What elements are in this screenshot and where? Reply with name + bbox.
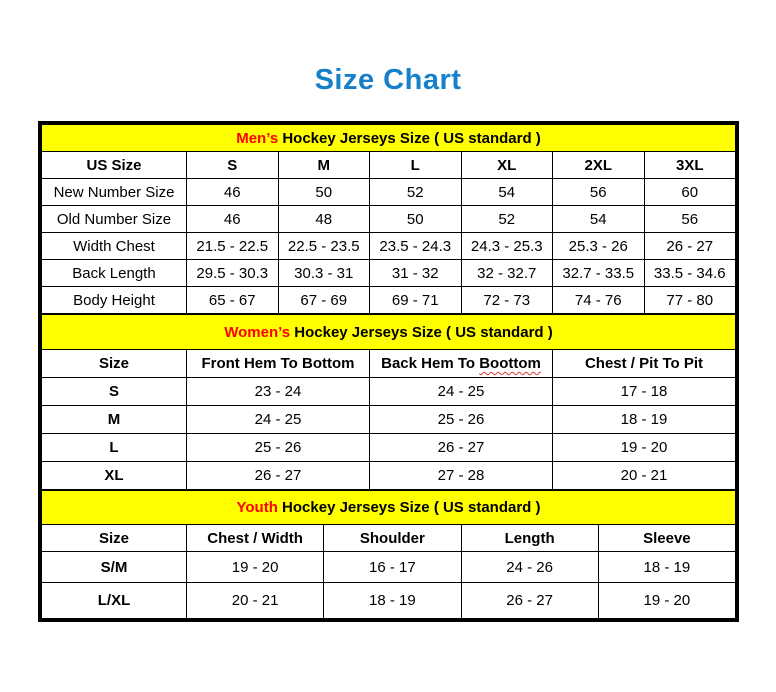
cell-value: 29.5 - 30.3 [187, 260, 279, 287]
table-row [42, 287, 736, 314]
cell-value: 50 [278, 179, 370, 206]
cell-value: 23.5 - 24.3 [370, 233, 462, 260]
cell-value: 27 - 28 [370, 462, 553, 490]
row-label: XL [42, 462, 187, 490]
col-header: US Size [42, 152, 187, 179]
cell-value: 18 - 19 [553, 406, 736, 434]
table-row [42, 583, 736, 619]
cell-value: 26 - 27 [187, 462, 370, 490]
row-label: Old Number Size [42, 206, 187, 233]
row-label: L/XL [42, 583, 187, 619]
table-row [42, 233, 736, 260]
cell-value: 32.7 - 33.5 [553, 260, 645, 287]
row-label: Width Chest [42, 233, 187, 260]
cell-value: 52 [370, 179, 462, 206]
cell-value: 24 - 25 [187, 406, 370, 434]
cell-value: 26 - 27 [644, 233, 736, 260]
col-header: 3XL [644, 152, 736, 179]
youth-band-row [42, 491, 736, 525]
cell-value: 69 - 71 [370, 287, 462, 314]
cell-value: 52 [461, 206, 553, 233]
cell-value: 22.5 - 23.5 [278, 233, 370, 260]
youth-band-text: Hockey Jerseys Size ( US standard ) [277, 499, 541, 516]
cell-value: 32 - 32.7 [461, 260, 553, 287]
youth-accent-label: Youth [236, 499, 278, 516]
col-header-text: Back Hem To [381, 355, 480, 372]
col-header: Front Hem To Bottom [187, 350, 370, 378]
cell-value: 25 - 26 [187, 434, 370, 462]
col-header: L [370, 152, 462, 179]
youth-size-table [41, 490, 736, 619]
row-label: M [42, 406, 187, 434]
cell-value: 33.5 - 34.6 [644, 260, 736, 287]
cell-value: 25 - 26 [370, 406, 553, 434]
cell-value: 18 - 19 [598, 552, 735, 583]
womens-band-row [42, 315, 736, 350]
table-row [42, 552, 736, 583]
cell-value: 56 [644, 206, 736, 233]
mens-band-row [42, 125, 736, 152]
cell-value: 72 - 73 [461, 287, 553, 314]
cell-value: 46 [187, 206, 279, 233]
cell-value: 54 [553, 206, 645, 233]
cell-value: 19 - 20 [598, 583, 735, 619]
cell-value: 16 - 17 [324, 552, 461, 583]
table-row [42, 378, 736, 406]
col-header: Shoulder [324, 525, 461, 552]
size-chart-table [38, 121, 739, 622]
womens-section-header [42, 315, 736, 350]
cell-value: 56 [553, 179, 645, 206]
table-row [42, 206, 736, 233]
col-header: Chest / Pit To Pit [553, 350, 736, 378]
row-label: S/M [42, 552, 187, 583]
youth-section-header [42, 491, 736, 525]
cell-value: 67 - 69 [278, 287, 370, 314]
womens-band-text: Hockey Jerseys Size ( US standard ) [290, 323, 553, 341]
cell-value: 23 - 24 [187, 378, 370, 406]
table-row [42, 434, 736, 462]
cell-value: 60 [644, 179, 736, 206]
row-label: L [42, 434, 187, 462]
youth-header-row [42, 525, 736, 552]
cell-value: 48 [278, 206, 370, 233]
row-label: New Number Size [42, 179, 187, 206]
cell-value: 50 [370, 206, 462, 233]
cell-value: 46 [187, 179, 279, 206]
page-title: Size Chart [314, 64, 462, 96]
cell-value: 25.3 - 26 [553, 233, 645, 260]
row-label: S [42, 378, 187, 406]
cell-value: 31 - 32 [370, 260, 462, 287]
cell-value: 24 - 26 [461, 552, 598, 583]
row-label: Back Length [42, 260, 187, 287]
col-header: S [187, 152, 279, 179]
cell-value: 30.3 - 31 [278, 260, 370, 287]
mens-band-text: Hockey Jerseys Size ( US standard ) [278, 129, 541, 147]
mens-accent-label: Men’s [236, 129, 279, 147]
col-header: Chest / Width [187, 525, 324, 552]
cell-value: 19 - 20 [187, 552, 324, 583]
col-header: Sleeve [598, 525, 735, 552]
mens-size-table [41, 124, 736, 314]
womens-header-row [42, 350, 736, 378]
row-label: Body Height [42, 287, 187, 314]
table-row [42, 179, 736, 206]
misspelled-word: Boottom [479, 355, 541, 372]
womens-accent-label: Women’s [224, 323, 291, 341]
cell-value: 20 - 21 [187, 583, 324, 619]
cell-value: 24 - 25 [370, 378, 553, 406]
col-header: Size [42, 350, 187, 378]
cell-value: 77 - 80 [644, 287, 736, 314]
cell-value: 26 - 27 [370, 434, 553, 462]
table-row [42, 260, 736, 287]
col-header: XL [461, 152, 553, 179]
mens-header-row [42, 152, 736, 179]
cell-value: 26 - 27 [461, 583, 598, 619]
cell-value: 21.5 - 22.5 [187, 233, 279, 260]
womens-size-table [41, 314, 736, 490]
col-header [370, 350, 553, 378]
mens-section-header [42, 125, 736, 152]
cell-value: 65 - 67 [187, 287, 279, 314]
table-row [42, 406, 736, 434]
col-header: Size [42, 525, 187, 552]
col-header: M [278, 152, 370, 179]
cell-value: 54 [461, 179, 553, 206]
table-row [42, 462, 736, 490]
cell-value: 24.3 - 25.3 [461, 233, 553, 260]
col-header: Length [461, 525, 598, 552]
cell-value: 18 - 19 [324, 583, 461, 619]
cell-value: 17 - 18 [553, 378, 736, 406]
cell-value: 74 - 76 [553, 287, 645, 314]
col-header: 2XL [553, 152, 645, 179]
cell-value: 20 - 21 [553, 462, 736, 490]
cell-value: 19 - 20 [553, 434, 736, 462]
